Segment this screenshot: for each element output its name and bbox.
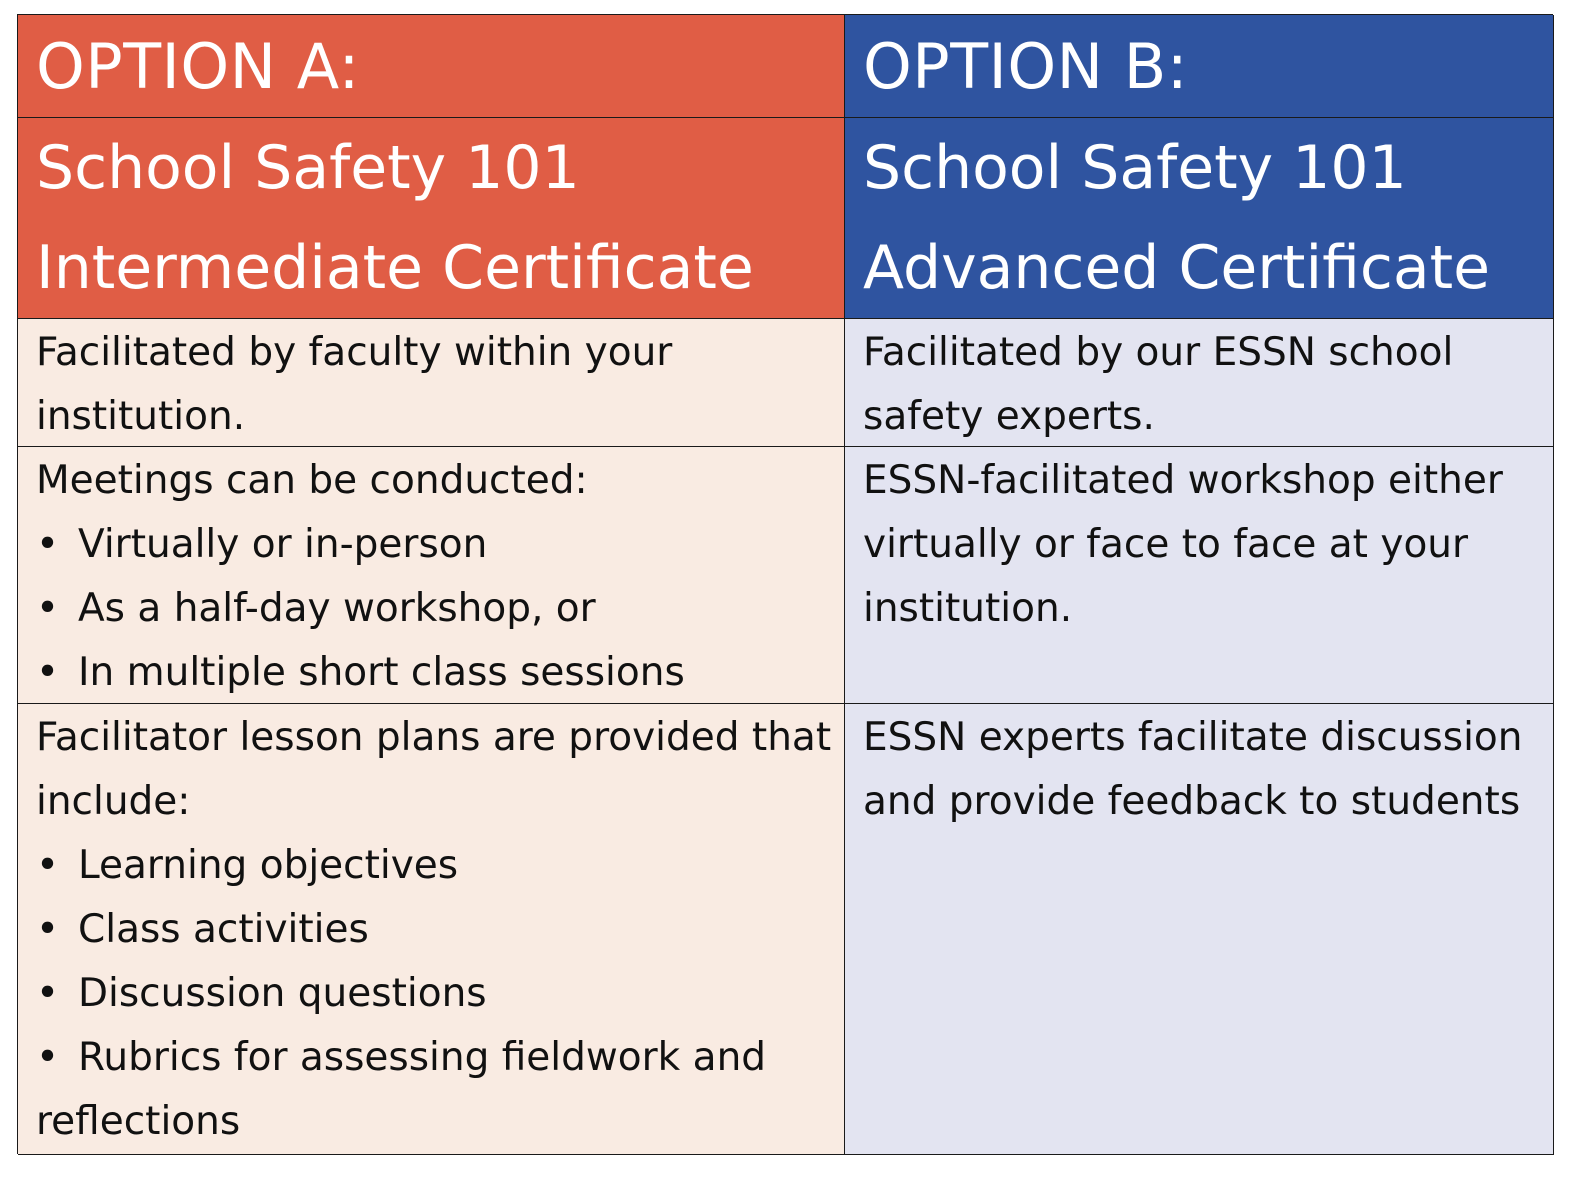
list-item-text: Discussion questions bbox=[78, 971, 487, 1016]
option-b-title-line2: Advanced Certificate bbox=[863, 233, 1491, 303]
bullet-icon: • bbox=[36, 650, 60, 695]
option-b-format-text: ESSN-facilitated workshop either virtually or face to face at your institution. bbox=[863, 458, 1503, 631]
options-comparison-table bbox=[17, 14, 1553, 1154]
list-item-continuation: reflections bbox=[36, 1099, 241, 1144]
bullet-icon: • bbox=[36, 843, 60, 888]
option-b-feedback-text: ESSN experts facilitate discussion and provide feedback to students bbox=[863, 715, 1523, 824]
list-item-text: Learning objectives bbox=[78, 843, 459, 888]
option-b-feedback-cell bbox=[845, 704, 1554, 1155]
option-a-format-cell bbox=[18, 447, 845, 704]
option-b-title-line1: School Safety 101 bbox=[863, 133, 1407, 203]
option-a-facilitation-cell bbox=[18, 319, 845, 447]
option-a-title bbox=[36, 118, 834, 318]
list-item-text: Rubrics for assessing fieldwork and bbox=[78, 1035, 767, 1080]
list-item-text: As a half-day workshop, or bbox=[78, 586, 596, 631]
list-item bbox=[36, 962, 834, 1026]
bullet-icon: • bbox=[36, 971, 60, 1016]
option-a-title-line1: School Safety 101 bbox=[36, 133, 580, 203]
list-item bbox=[36, 834, 834, 898]
list-item-text: Class activities bbox=[78, 907, 369, 952]
list-item-text: Virtually or in-person bbox=[78, 522, 488, 567]
list-item-text: In multiple short class sessions bbox=[78, 650, 685, 695]
list-item bbox=[36, 898, 834, 962]
option-a-format-intro: Meetings can be conducted: bbox=[36, 458, 588, 503]
option-b-facilitation-cell bbox=[845, 319, 1554, 447]
list-item bbox=[36, 641, 834, 704]
list-item bbox=[36, 577, 834, 641]
bullet-icon: • bbox=[36, 1035, 60, 1080]
option-a-materials-intro: Facilitator lesson plans are provided that include: bbox=[36, 715, 832, 824]
bullet-icon: • bbox=[36, 586, 60, 631]
option-a-title-cell bbox=[18, 118, 845, 319]
list-item bbox=[36, 513, 834, 577]
option-b-title bbox=[863, 118, 1543, 318]
option-a-materials-content bbox=[36, 704, 834, 1154]
option-b-label: OPTION B: bbox=[863, 30, 1189, 103]
bullet-icon: • bbox=[36, 522, 60, 567]
option-a-title-line2: Intermediate Certificate bbox=[36, 233, 754, 303]
option-b-label-cell bbox=[845, 15, 1554, 118]
option-b-facilitation-text: Facilitated by our ESSN school safety experts. bbox=[863, 330, 1454, 439]
option-a-label-cell bbox=[18, 15, 845, 118]
option-a-label: OPTION A: bbox=[36, 30, 360, 103]
list-item bbox=[36, 1026, 834, 1090]
option-b-title-cell bbox=[845, 118, 1554, 319]
bullet-icon: • bbox=[36, 907, 60, 952]
option-b-format-cell bbox=[845, 447, 1554, 704]
option-a-materials-cell bbox=[18, 704, 845, 1155]
option-a-facilitation-text: Facilitated by faculty within your institution. bbox=[36, 330, 673, 439]
option-a-format-content bbox=[36, 447, 834, 704]
